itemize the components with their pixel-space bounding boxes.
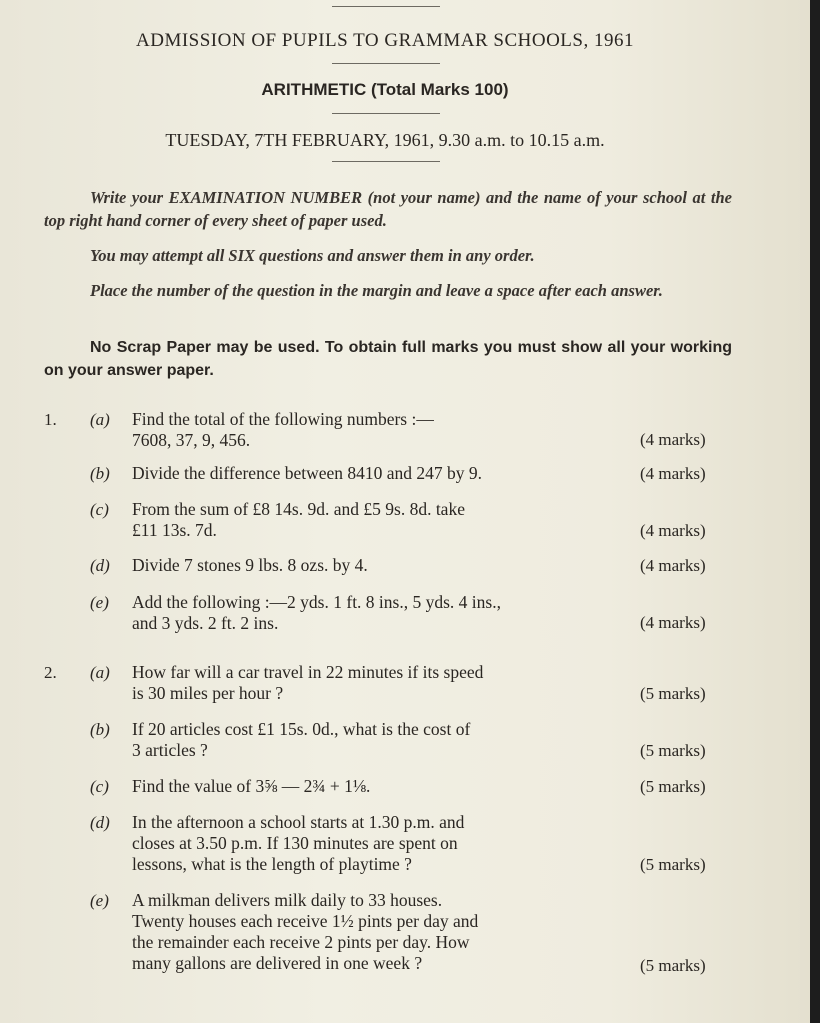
question-number: 2.	[44, 663, 57, 682]
question-text	[132, 812, 607, 875]
subject-heading: ARITHMETIC (Total Marks 100)	[261, 80, 509, 99]
marks-label: (4 marks)	[640, 613, 706, 632]
top-rule	[332, 6, 440, 7]
part-label: (a)	[90, 663, 110, 682]
question-line: Find the total of the following numbers :—	[132, 409, 434, 429]
question-text	[132, 662, 607, 704]
question-line: If 20 articles cost £1 15s. 0d., what is the cost of	[132, 719, 471, 739]
part-label: (b)	[90, 464, 110, 483]
question-line: From the sum of £8 14s. 9d. and £5 9s. 8d. take	[132, 499, 465, 519]
question-line: many gallons are delivered in one week ?	[132, 953, 423, 973]
question-text	[132, 463, 607, 484]
question-text	[132, 409, 607, 451]
marks-label: (4 marks)	[640, 556, 706, 575]
date-rule	[332, 161, 440, 162]
question-text	[132, 499, 607, 541]
part-label: (a)	[90, 410, 110, 429]
part-label: (d)	[90, 556, 110, 575]
instruction-attempt: You may attempt all SIX questions and answer them in any order.	[90, 246, 535, 265]
part-label: (d)	[90, 813, 110, 832]
title-rule	[332, 63, 440, 64]
marks-label: (5 marks)	[640, 855, 706, 874]
question-line: is 30 miles per hour ?	[132, 683, 284, 703]
question-text	[132, 592, 607, 634]
question-text	[132, 719, 607, 761]
instruction-exam-number: Write your EXAMINATION NUMBER (not your name) and the name of your school at the top right hand corner of every sheet of paper used.	[44, 188, 732, 230]
part-label: (c)	[90, 500, 109, 519]
question-line: 7608, 37, 9, 456.	[132, 430, 251, 450]
exam-date: TUESDAY, 7TH FEBRUARY, 1961, 9.30 a.m. to 10.15 a.m.	[165, 130, 605, 150]
question-line: Divide 7 stones 9 lbs. 8 ozs. by 4.	[132, 555, 368, 575]
marks-label: (4 marks)	[640, 521, 706, 540]
question-line: lessons, what is the length of playtime ?	[132, 854, 412, 874]
question-text	[132, 555, 607, 576]
question-line: the remainder each receive 2 pints per day. How	[132, 932, 470, 952]
marks-label: (4 marks)	[640, 464, 706, 483]
question-line: Add the following :—2 yds. 1 ft. 8 ins., 5 yds. 4 ins.,	[132, 592, 501, 612]
question-line: Twenty houses each receive 1½ pints per day and	[132, 911, 479, 931]
part-label: (e)	[90, 593, 109, 612]
part-label: (c)	[90, 777, 109, 796]
question-text	[132, 890, 607, 974]
question-line: In the afternoon a school starts at 1.30 p.m. and	[132, 812, 465, 832]
subject-rule	[332, 113, 440, 114]
marks-label: (5 marks)	[640, 741, 706, 760]
question-line: closes at 3.50 p.m. If 130 minutes are spent on	[132, 833, 458, 853]
question-line: Find the value of 3⅝ — 2¾ + 1⅛.	[132, 776, 371, 796]
question-line: and 3 yds. 2 ft. 2 ins.	[132, 613, 279, 633]
part-label: (b)	[90, 720, 110, 739]
part-label: (e)	[90, 891, 109, 910]
page-title: ADMISSION OF PUPILS TO GRAMMAR SCHOOLS, 1961	[136, 30, 634, 51]
question-number: 1.	[44, 410, 57, 429]
question-line: Divide the difference between 8410 and 247 by 9.	[132, 463, 483, 483]
marks-label: (5 marks)	[640, 956, 706, 975]
instruction-margin: Place the number of the question in the margin and leave a space after each answer.	[90, 281, 663, 300]
marks-label: (4 marks)	[640, 430, 706, 449]
question-line: A milkman delivers milk daily to 33 houses.	[132, 890, 443, 910]
marks-label: (5 marks)	[640, 684, 706, 703]
marks-label: (5 marks)	[640, 777, 706, 796]
question-line: 3 articles ?	[132, 740, 208, 760]
instruction-scrap-paper: No Scrap Paper may be used. To obtain full marks you must show all your working on your answer paper.	[44, 339, 732, 379]
question-line: £11 13s. 7d.	[132, 520, 217, 540]
question-line: How far will a car travel in 22 minutes if its speed	[132, 662, 484, 682]
question-text	[132, 776, 607, 797]
